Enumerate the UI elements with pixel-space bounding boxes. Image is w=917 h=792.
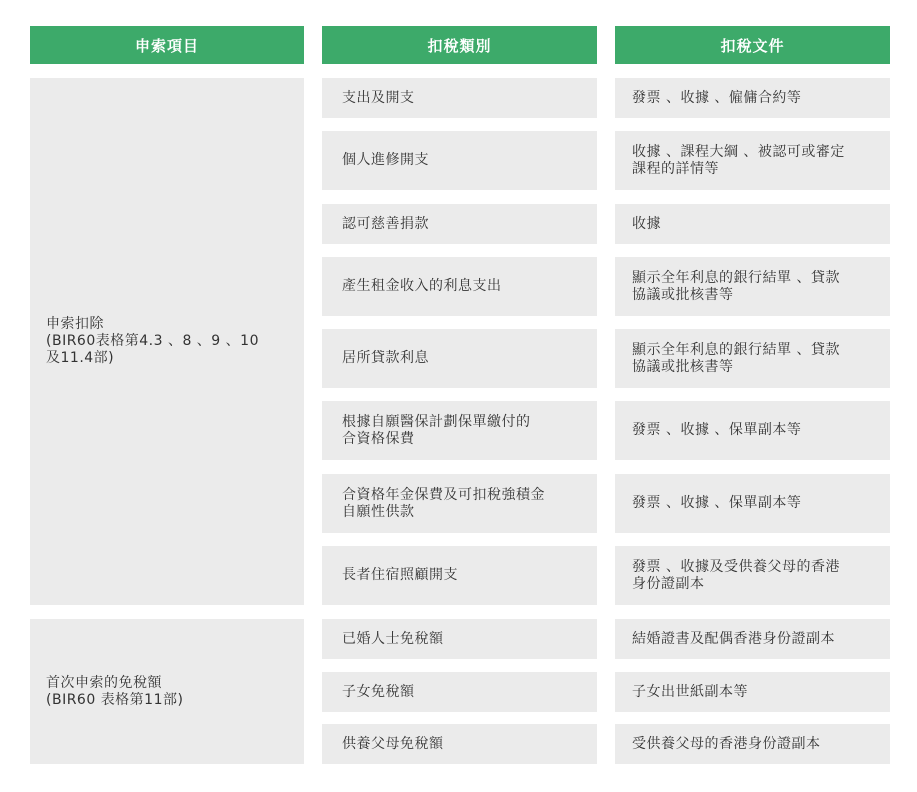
documents-cell (615, 672, 890, 712)
documents-label: 收據 、課程大綱 、被認可或審定 課程的詳情等 (632, 143, 845, 177)
category-cell (322, 131, 597, 190)
category-label: 支出及開支 (342, 89, 415, 106)
documents-label: 顯示全年利息的銀行結單 、貸款 協議或批核書等 (632, 269, 840, 303)
header-category-label: 扣稅類別 (427, 36, 492, 55)
category-label: 供養父母免稅額 (342, 735, 444, 752)
category-cell (322, 257, 597, 316)
category-label: 認可慈善捐款 (342, 215, 429, 232)
category-label: 合資格年金保費及可扣稅強積金 自願性供款 (342, 486, 545, 520)
documents-cell (615, 204, 890, 244)
header-item (30, 26, 304, 64)
category-label: 居所貸款利息 (342, 350, 429, 366)
header-category (322, 26, 597, 64)
category-label: 根據自願醫保計劃保單繳付的 合資格保費 (342, 413, 531, 447)
documents-label: 發票 、收據 、僱傭合約等 (632, 89, 802, 106)
documents-label: 發票 、收據及受供養父母的香港 身份證副本 (632, 558, 840, 592)
documents-label: 發票 、收據 、保單副本等 (632, 495, 802, 511)
category-label: 已婚人士免稅額 (342, 630, 444, 647)
documents-cell (615, 257, 890, 316)
category-cell (322, 546, 597, 605)
header-documents (615, 26, 890, 64)
header-item-label: 申索項目 (134, 36, 199, 55)
header-documents-label: 扣稅文件 (720, 36, 785, 55)
claim-item-label: 申索扣除 (BIR60表格第4.3 、8 、9 、10 及11.4部) (46, 316, 259, 366)
documents-label: 受供養父母的香港身份證副本 (632, 735, 821, 752)
category-label: 長者住宿照顧開支 (342, 567, 458, 583)
category-cell (322, 474, 597, 533)
documents-label: 發票 、收據 、保單副本等 (632, 422, 802, 438)
documents-cell (615, 78, 890, 118)
category-cell (322, 401, 597, 460)
documents-label: 結婚證書及配偶香港身份證副本 (632, 630, 835, 647)
allowance-item-cell (30, 619, 304, 764)
category-cell (322, 672, 597, 712)
claim-item-cell (30, 78, 304, 605)
documents-label: 收據 (632, 215, 661, 232)
documents-cell (615, 619, 890, 659)
documents-cell (615, 474, 890, 533)
allowance-item-label: 首次申索的免稅額 (BIR60 表格第11部) (46, 674, 184, 708)
documents-cell (615, 546, 890, 605)
documents-cell (615, 329, 890, 388)
category-cell (322, 619, 597, 659)
category-cell (322, 724, 597, 764)
category-cell (322, 329, 597, 388)
documents-label: 顯示全年利息的銀行結單 、貸款 協議或批核書等 (632, 341, 840, 375)
documents-label: 子女出世紙副本等 (632, 683, 748, 700)
category-cell (322, 204, 597, 244)
documents-cell (615, 724, 890, 764)
category-label: 子女免稅額 (342, 683, 415, 700)
documents-cell (615, 401, 890, 460)
category-label: 個人進修開支 (342, 152, 429, 168)
category-cell (322, 78, 597, 118)
category-label: 產生租金收入的利息支出 (342, 278, 502, 294)
documents-cell (615, 131, 890, 190)
